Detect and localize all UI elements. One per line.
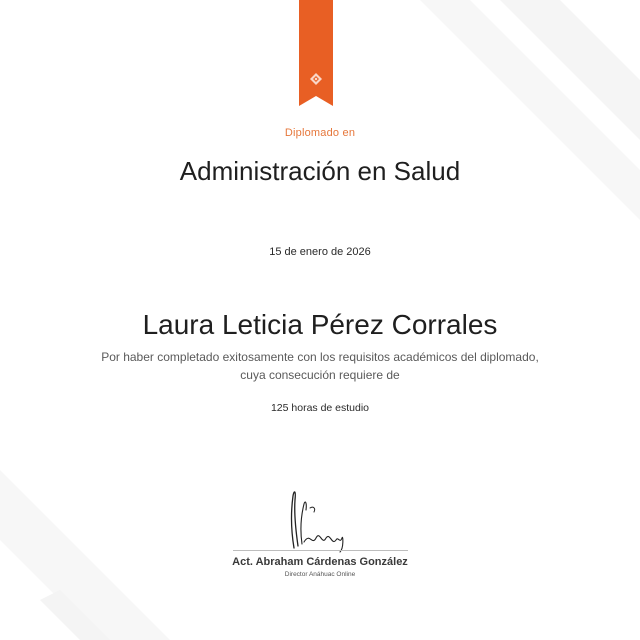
- statement-line-2: cuya consecución requiere de: [240, 368, 400, 382]
- recipient-name: Laura Leticia Pérez Corrales: [142, 309, 498, 340]
- signatory-title: Director Anáhuac Online: [284, 571, 356, 578]
- handwritten-signature: [280, 486, 354, 554]
- bookmark-ribbon: [299, 0, 333, 106]
- statement-line-1: Por haber completado exitosamente con los requisitos académicos del diplomado,: [101, 350, 539, 364]
- program-title: Administración en Salud: [179, 156, 461, 186]
- signatory-name: Act. Abraham Cárdenas González: [232, 556, 408, 568]
- completion-statement: [0, 348, 640, 384]
- signature-line: [233, 550, 408, 551]
- issue-date: 15 de enero de 2026: [269, 246, 371, 258]
- study-hours: 125 horas de estudio: [270, 402, 370, 414]
- program-kicker: Diplomado en: [284, 127, 356, 139]
